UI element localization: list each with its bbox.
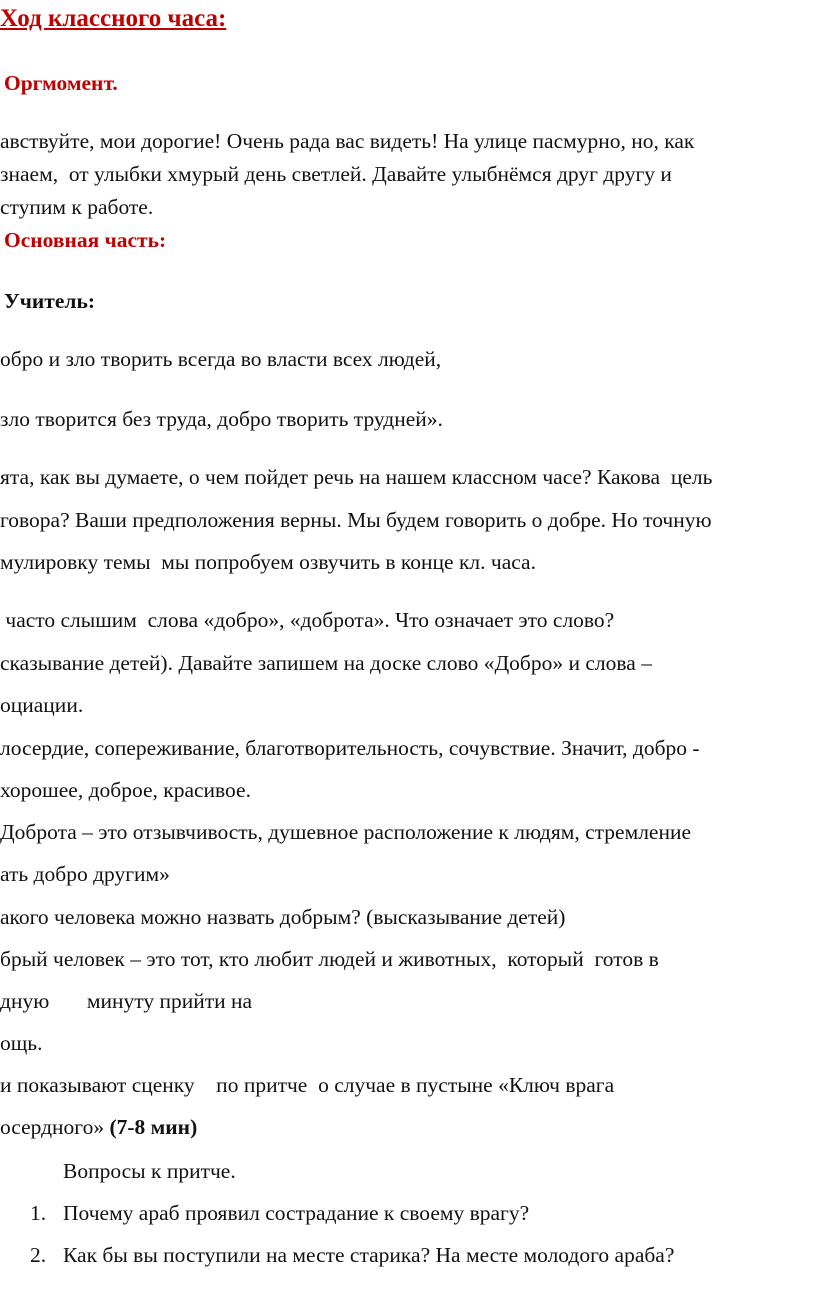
quote-line-2: зло творится без труда, добро творить трудней». (0, 407, 443, 431)
scene-line (0, 1114, 197, 1140)
section-heading-orgmoment: Оргмомент. (4, 71, 118, 95)
questions-title: Вопросы к притче. (63, 1159, 236, 1183)
paragraph-line: ощь. (0, 1031, 43, 1055)
paragraph-line: дную минуту прийти на (0, 989, 253, 1013)
paragraph-line: ать добро другим» (0, 862, 170, 886)
scene-duration: (7-8 мин) (109, 1115, 198, 1139)
paragraph-line: говора? Ваши предположения верны. Мы будем говорить о добре. Но точную (0, 508, 712, 532)
paragraph-line: оциации. (0, 693, 84, 717)
greeting-line-2: знаем, от улыбки хмурый день светлей. Давайте улыбнёмся друг другу и (0, 162, 672, 186)
section-heading-main: Основная часть: (4, 228, 167, 252)
paragraph-line: лосердие, сопереживание, благотворительность, сочувствие. Значит, добро - (0, 736, 700, 760)
paragraph-line: брый человек – это тот, кто любит людей и животных, который готов в (0, 947, 659, 971)
paragraph-line: хорошее, доброе, красивое. (0, 778, 251, 802)
greeting-line-1: авствуйте, мои дорогие! Очень рада вас видеть! На улице пасмурно, но, как (0, 129, 695, 153)
scene-text: осердного» (0, 1115, 105, 1139)
question-number: 1. (30, 1201, 47, 1225)
question-text: Как бы вы поступили на месте старика? На месте молодого араба? (63, 1243, 675, 1267)
paragraph-line: мулировку темы мы попробуем озвучить в конце кл. часа. (0, 550, 536, 574)
paragraph-line: акого человека можно назвать добрым? (высказывание детей) (0, 905, 566, 929)
greeting-line-3: ступим к работе. (0, 195, 154, 219)
page-title: Ход классного часа: (0, 5, 227, 32)
paragraph-line: сказывание детей). Давайте запишем на доске слово «Добро» и слова – (0, 651, 652, 675)
paragraph-line: часто слышим слова «добро», «доброта». Что означает это слово? (0, 608, 615, 632)
question-number: 2. (30, 1243, 47, 1267)
teacher-label: Учитель: (4, 289, 95, 313)
quote-line-1: обро и зло творить всегда во власти всех людей, (0, 347, 442, 371)
paragraph-line: ята, как вы думаете, о чем пойдет речь на нашем классном часе? Какова цель (0, 465, 713, 489)
paragraph-line: Доброта – это отзывчивость, душевное расположение к людям, стремление (0, 820, 692, 844)
paragraph-line: и показывают сценку по притче о случае в пустыне «Ключ врага (0, 1073, 615, 1097)
question-text: Почему араб проявил сострадание к своему врагу? (63, 1201, 530, 1225)
